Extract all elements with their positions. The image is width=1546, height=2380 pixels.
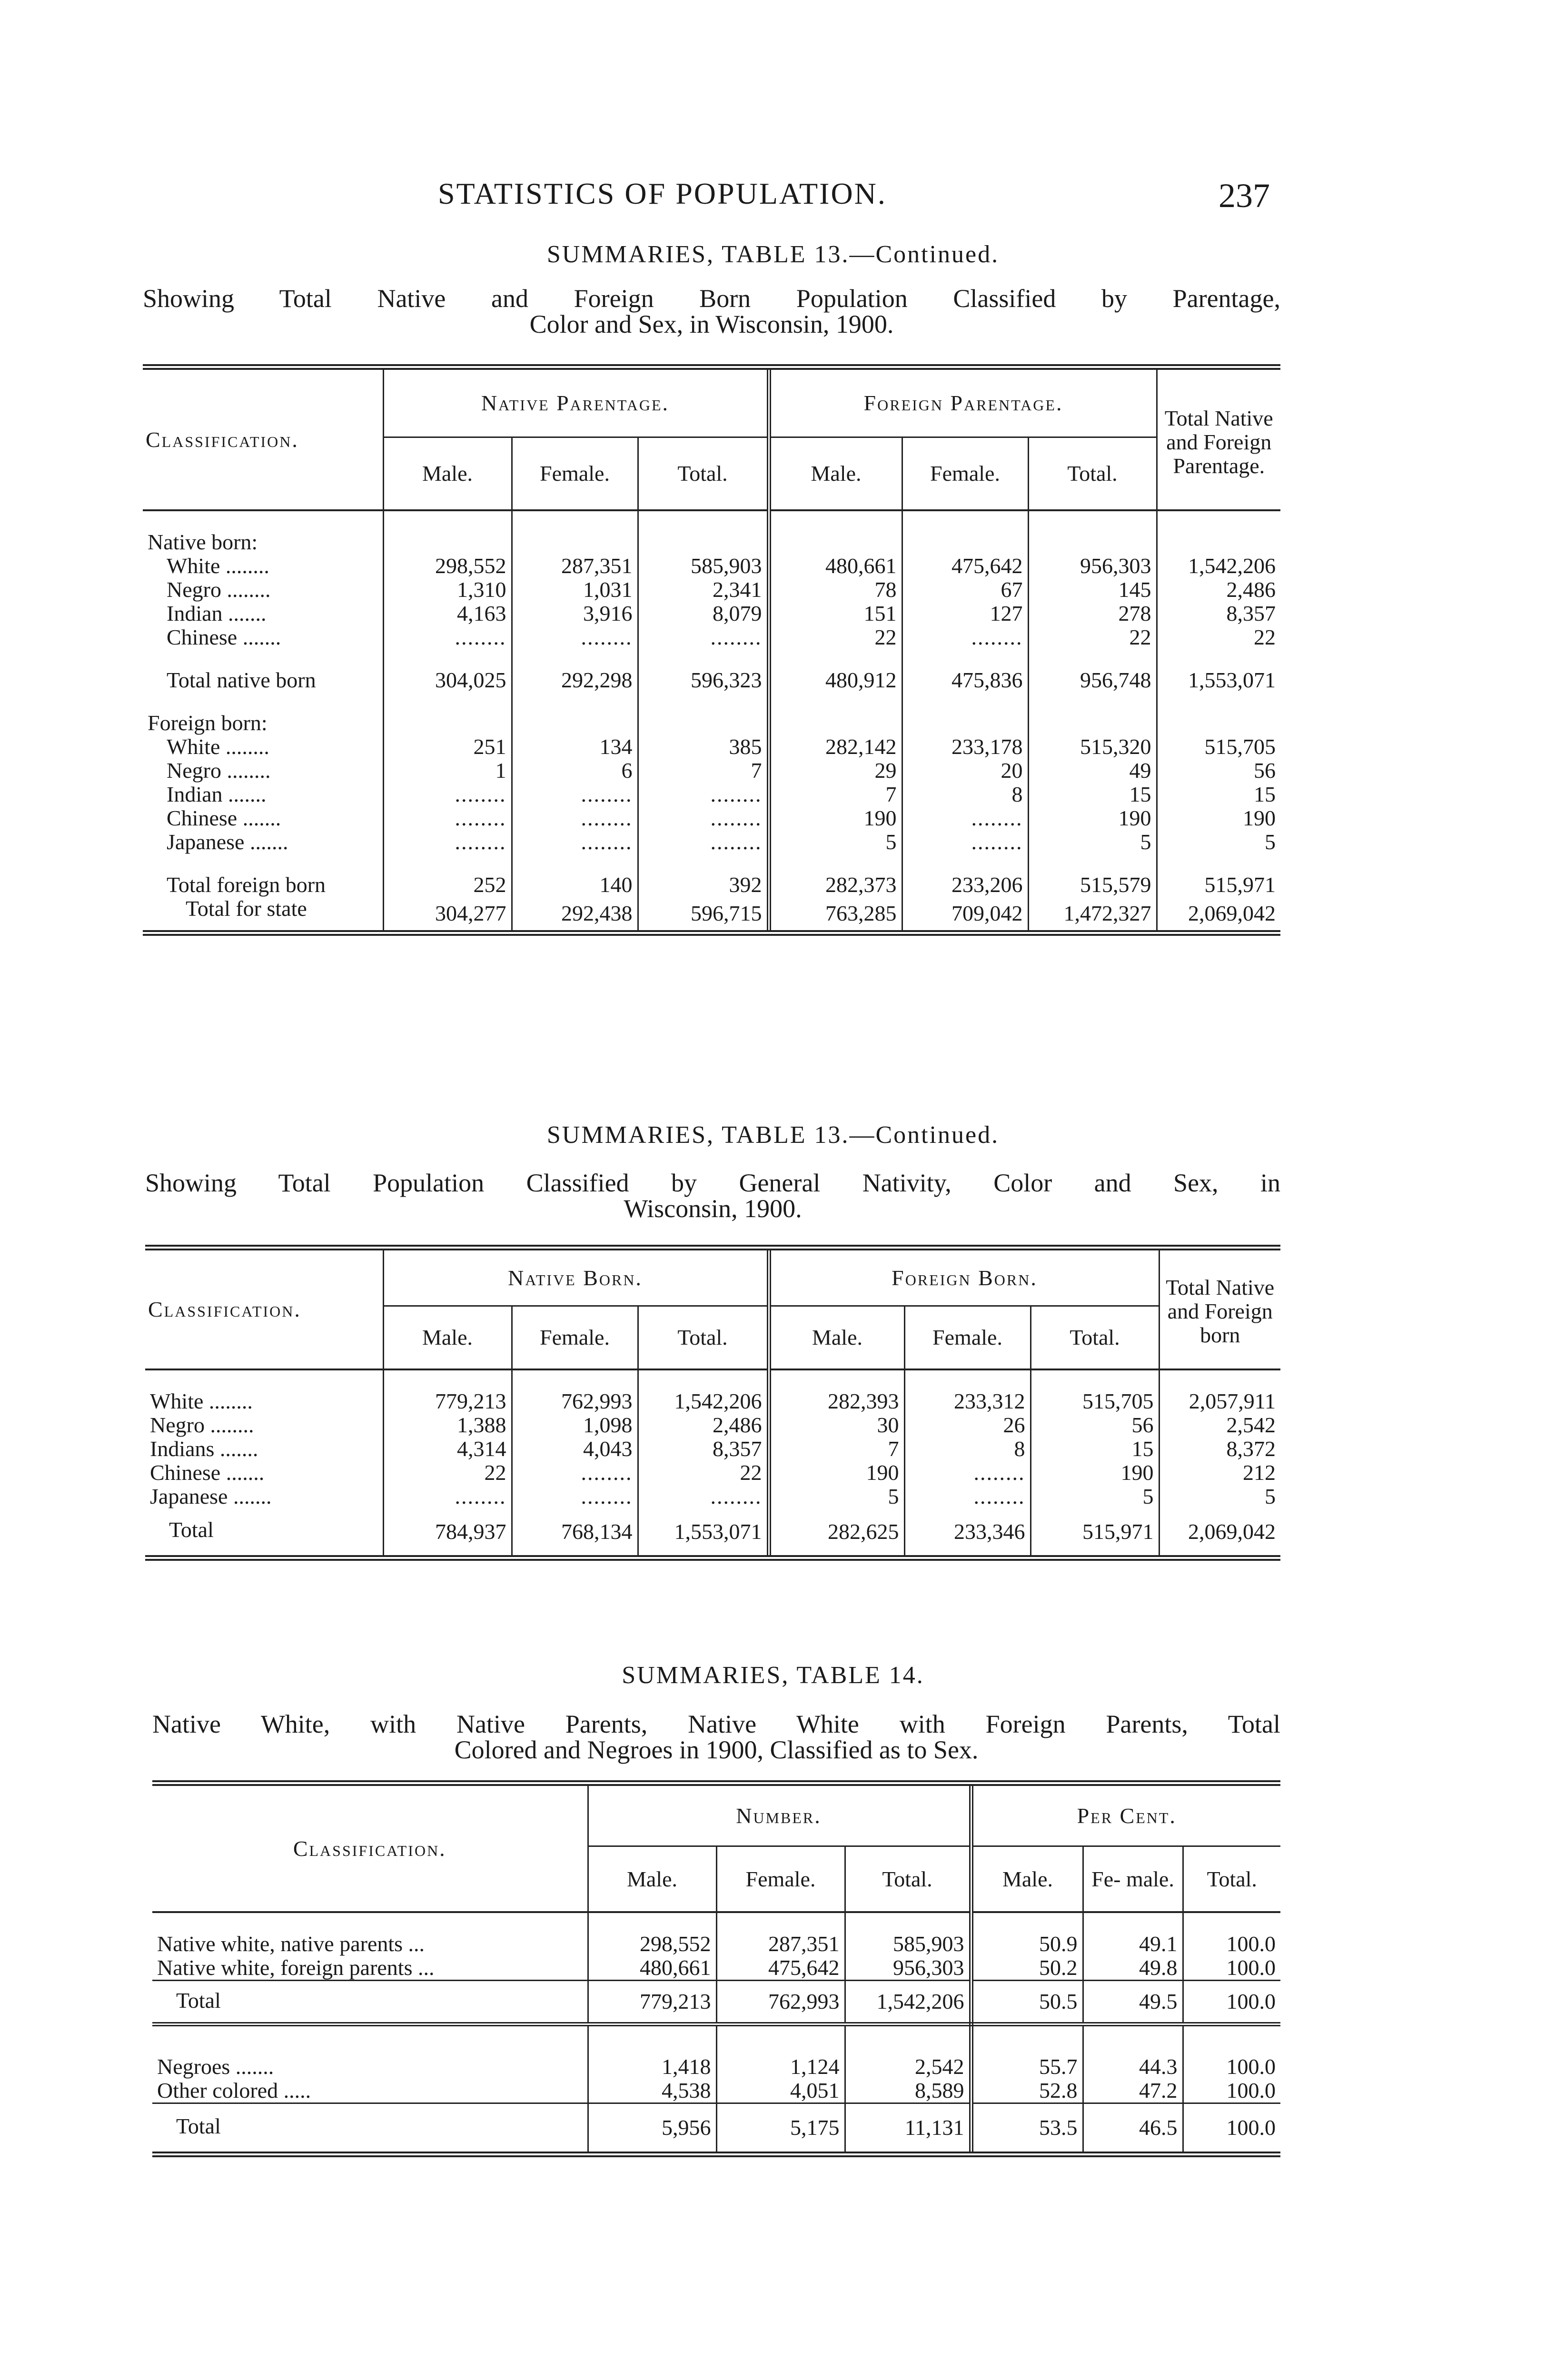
table1-native-cell: 298,552 <box>383 554 512 578</box>
table2-cell: 5 <box>1031 1485 1159 1508</box>
table2-col-classification: Classification. <box>145 1248 383 1369</box>
table1-total-state-cell: 1,472,327 <box>1028 897 1157 933</box>
table1-foreign-cell: ........ <box>638 830 769 854</box>
table2-row-label: Japanese ....... <box>145 1485 383 1508</box>
table1-total-foreign-cell: 252 <box>383 873 512 897</box>
table1-native-cell: 1,542,206 <box>1188 554 1276 578</box>
table1-sub-female: Female. <box>512 437 638 511</box>
table1-native-cell: 151 <box>769 602 902 625</box>
table2-cell: 2,542 <box>1226 1413 1276 1437</box>
table1-foreign-cell: 15 <box>1028 783 1157 806</box>
table1-native-cell: 475,642 <box>902 554 1028 578</box>
table1-foreign-cell: 15 <box>1254 782 1276 806</box>
table1-native-row-label: White ........ <box>143 554 383 578</box>
table1-foreign-cell: 7 <box>638 759 769 783</box>
table1-total-state-cell: 596,715 <box>638 897 769 933</box>
table3-b-cell: 4,051 <box>716 2079 845 2103</box>
table2-cell: ........ <box>383 1485 512 1508</box>
table2-total-cell: 784,937 <box>383 1508 512 1558</box>
table1-foreign-cell: 7 <box>769 783 902 806</box>
table1-sub-total: Total. <box>638 437 769 511</box>
table1-foreign-cell: ........ <box>383 806 512 830</box>
table1-native-row-label: Indian ....... <box>143 602 383 625</box>
table3-a-cell: 475,642 <box>716 1956 845 1981</box>
table2-row <box>145 1461 1280 1485</box>
table2-total-row <box>145 1508 1280 1558</box>
table1-foreign-cell: 190 <box>1028 806 1157 830</box>
table1-foreign-cell: 233,178 <box>902 735 1028 759</box>
table3-total-a-cell: 50.5 <box>971 1981 1083 2024</box>
table3-col-classification: Classification. <box>152 1783 588 1912</box>
table1-native-cell: ........ <box>512 625 638 649</box>
table2-cell: 5 <box>1265 1484 1276 1508</box>
table2-sub-total-2: Total. <box>1031 1306 1159 1370</box>
table1-group-foreign: Foreign Parentage. <box>769 367 1157 437</box>
table1-foreign-cell: 190 <box>769 806 902 830</box>
table1-native-row <box>143 625 1280 649</box>
table1-col-total-group: Total Native and Foreign Parentage. <box>1157 367 1280 510</box>
table2-row <box>145 1413 1280 1437</box>
table3-b-cell: 52.8 <box>971 2079 1083 2103</box>
table2-total-label: Total <box>145 1508 383 1558</box>
table2-cell: 1,098 <box>512 1413 638 1437</box>
table2-caption-line1: Showing Total Population Classified by General Nativity, Color and Sex, in <box>145 1169 1280 1197</box>
table3-total-b-cell: 11,131 <box>845 2103 971 2155</box>
table1-native-cell: 1,310 <box>383 578 512 602</box>
table2-total-cell: 233,346 <box>904 1508 1031 1558</box>
table1-foreign-cell: 6 <box>512 759 638 783</box>
table2-cell: 1,542,206 <box>638 1389 769 1413</box>
table1-sub-male: Male. <box>383 437 512 511</box>
table2-sub-female-2: Female. <box>904 1306 1031 1370</box>
table1-foreign-cell: 282,142 <box>769 735 902 759</box>
table3-total-b-row <box>152 2103 1280 2155</box>
table1-native-cell: 480,661 <box>769 554 902 578</box>
table2-total-cell: 515,971 <box>1031 1508 1159 1558</box>
table3-group-number: Number. <box>588 1783 971 1846</box>
table1-native-cell: 956,303 <box>1028 554 1157 578</box>
table1-native-cell: 127 <box>902 602 1028 625</box>
table1-sub-total-2: Total. <box>1028 437 1157 511</box>
table1-native-row <box>143 602 1280 625</box>
table2-cell: 762,993 <box>512 1389 638 1413</box>
table2-cell: 282,393 <box>769 1389 904 1413</box>
table1-native-cell: ........ <box>902 625 1028 649</box>
table3-a-cell: 287,351 <box>716 1932 845 1956</box>
table2-cell: 8 <box>904 1437 1031 1461</box>
table3-b-cell: 1,418 <box>588 2055 716 2079</box>
table3-a-row <box>152 1956 1280 1981</box>
table1-foreign-cell: ........ <box>512 830 638 854</box>
table1-native-row-label: Chinese ....... <box>143 625 383 649</box>
table1-caption <box>143 286 1280 337</box>
table1-group-native: Native Parentage. <box>383 367 769 437</box>
table1-foreign-row-label: Indian ....... <box>143 783 383 806</box>
table1-total-foreign-row <box>143 873 1280 897</box>
table1-native-cell: 2,486 <box>1226 577 1276 602</box>
page-number: 237 <box>1219 177 1270 215</box>
table3-b-cell: 47.2 <box>1083 2079 1183 2103</box>
table1-native-cell: 22 <box>1254 625 1276 649</box>
table1-caption-line1: Showing Total Native and Foreign Born Population Classified by Parentage, <box>143 284 1280 313</box>
table1-foreign-cell: 20 <box>902 759 1028 783</box>
table1-total-state-cell: 2,069,042 <box>1157 897 1280 933</box>
table2-total-cell: 1,553,071 <box>638 1508 769 1558</box>
table3 <box>152 1780 1280 2157</box>
table2-sub-female: Female. <box>512 1306 638 1370</box>
table3-a-cell: 50.9 <box>971 1932 1083 1956</box>
table3-b-row-label: Other colored ..... <box>152 2079 588 2103</box>
table1-total-foreign-label: Total foreign born <box>143 873 383 897</box>
table2-section-title: SUMMARIES, TABLE 13.—Continued. <box>546 1121 1000 1149</box>
table2-cell: 26 <box>904 1413 1031 1437</box>
table3-b-cell: 55.7 <box>971 2055 1083 2079</box>
table3-total-b-cell: 100.0 <box>1183 2103 1280 2155</box>
table3-total-b-cell: 46.5 <box>1083 2103 1183 2155</box>
table1-native-cell: 78 <box>769 578 902 602</box>
table3-rows-a <box>152 1932 1280 1981</box>
table1-foreign-cell: 1 <box>383 759 512 783</box>
table2-cell: 15 <box>1031 1437 1159 1461</box>
table3-total-a-label: Total <box>152 1981 588 2024</box>
table3-b-cell: 100.0 <box>1226 2054 1276 2079</box>
table1-total-native-cell: 304,025 <box>383 668 512 692</box>
table3-a-cell: 100.0 <box>1226 1932 1276 1956</box>
table3-total-a-row <box>152 1981 1280 2024</box>
table2-sub-male: Male. <box>383 1306 512 1370</box>
table2-total-cell: 768,134 <box>512 1508 638 1558</box>
table2-cell: 1,388 <box>383 1413 512 1437</box>
table2-cell: 212 <box>1243 1460 1276 1485</box>
table2-cell: 190 <box>769 1461 904 1485</box>
table2-row-label: Chinese ....... <box>145 1461 383 1485</box>
table1-foreign-cell: 134 <box>512 735 638 759</box>
table2-row <box>145 1437 1280 1461</box>
table1-foreign-cell: 29 <box>769 759 902 783</box>
table3-a-cell: 480,661 <box>588 1956 716 1981</box>
table1-foreign-cell: 5 <box>769 830 902 854</box>
table2-total-cell: 282,625 <box>769 1508 904 1558</box>
table2-row-label: White ........ <box>145 1389 383 1413</box>
table1-native-cell: 278 <box>1028 602 1157 625</box>
table2-cell: 2,057,911 <box>1189 1389 1276 1413</box>
table3-total-a-cell: 762,993 <box>716 1981 845 2024</box>
table2-cell: ........ <box>512 1461 638 1485</box>
table1-total-state-row <box>143 897 1280 933</box>
table1-foreign-row-label: Japanese ....... <box>143 830 383 854</box>
table3-b-cell: 44.3 <box>1083 2055 1183 2079</box>
table1-native-cell: 287,351 <box>512 554 638 578</box>
table3-b-row <box>152 2055 1280 2079</box>
table1-native-row-label: Negro ........ <box>143 578 383 602</box>
table3-a-cell: 49.8 <box>1083 1956 1183 1981</box>
table1-foreign-born-heading: Foreign born: <box>143 711 383 735</box>
table1-sub-female-2: Female. <box>902 437 1028 511</box>
table2-cell: 30 <box>769 1413 904 1437</box>
table1-native-cell: 22 <box>769 625 902 649</box>
table2-sub-male-2: Male. <box>769 1306 904 1370</box>
table1-foreign-cell: ........ <box>512 806 638 830</box>
table1-foreign-cell: 190 <box>1243 806 1276 830</box>
table1-total-native-cell: 480,912 <box>769 668 902 692</box>
table1-native-cell: 67 <box>902 578 1028 602</box>
table3-a-cell: 585,903 <box>845 1932 971 1956</box>
table3-a-cell: 298,552 <box>588 1932 716 1956</box>
table3-rows-b <box>152 2055 1280 2103</box>
table3-total-b-label: Total <box>152 2103 588 2155</box>
table1-foreign-row <box>143 735 1280 759</box>
table3-section-title: SUMMARIES, TABLE 14. <box>622 1662 924 1689</box>
table3-b-row <box>152 2079 1280 2103</box>
table3-a-row <box>152 1932 1280 1956</box>
table2-cell: ........ <box>904 1461 1031 1485</box>
table1-foreign-row-label: White ........ <box>143 735 383 759</box>
table1-total-native-cell: 292,298 <box>512 668 638 692</box>
table1-total-foreign-cell: 392 <box>638 873 769 897</box>
table3-caption-line1: Native White, with Native Parents, Native White with Foreign Parents, Total <box>152 1710 1280 1738</box>
table1-foreign-cell: ........ <box>638 783 769 806</box>
table1-native-cell: 22 <box>1028 625 1157 649</box>
table1-native-cell: 4,163 <box>383 602 512 625</box>
running-title: STATISTICS OF POPULATION. <box>438 177 887 210</box>
table1-sub-male-2: Male. <box>769 437 902 511</box>
table1-total-native-cell: 596,323 <box>638 668 769 692</box>
table2-cell: 56 <box>1031 1413 1159 1437</box>
table1-total-native-cell: 475,836 <box>902 668 1028 692</box>
table1-total-state-cell: 304,277 <box>383 897 512 933</box>
table1-native-cell: 145 <box>1028 578 1157 602</box>
table2-cell: 515,705 <box>1031 1389 1159 1413</box>
table1-native-cell: 585,903 <box>638 554 769 578</box>
table2-cell: 4,043 <box>512 1437 638 1461</box>
table1-total-foreign-cell: 282,373 <box>769 873 902 897</box>
table1-foreign-cell: 49 <box>1028 759 1157 783</box>
table1-native-rows <box>143 554 1280 649</box>
table3-b-cell: 8,589 <box>845 2079 971 2103</box>
table3-b-row-label: Negroes ....... <box>152 2055 588 2079</box>
table1-native-cell: 1,031 <box>512 578 638 602</box>
table3-total-a-cell: 779,213 <box>588 1981 716 2024</box>
table1-foreign-rows <box>143 735 1280 854</box>
table2-cell: 8,357 <box>638 1437 769 1461</box>
table1-foreign-row <box>143 759 1280 783</box>
table3-a-row-label: Native white, foreign parents ... <box>152 1956 588 1981</box>
table3-b-cell: 4,538 <box>588 2079 716 2103</box>
table3-total-b-cell: 5,175 <box>716 2103 845 2155</box>
table3-sub-male: Male. <box>588 1846 716 1913</box>
table2-col-total-group: Total Native and Foreign born <box>1159 1248 1280 1369</box>
table2-row <box>145 1389 1280 1413</box>
table3-a-cell: 49.1 <box>1083 1932 1183 1956</box>
table1-native-cell: ........ <box>383 625 512 649</box>
table3-group-percent: Per Cent. <box>971 1783 1280 1846</box>
table1-caption-line2: Color and Sex, in Wisconsin, 1900. <box>529 310 894 338</box>
table1-foreign-row <box>143 783 1280 806</box>
table3-caption <box>152 1711 1280 1763</box>
table1-native-row <box>143 554 1280 578</box>
table2-cell: 5 <box>769 1485 904 1508</box>
table2-total-cell: 2,069,042 <box>1159 1508 1280 1558</box>
table1-foreign-cell: ........ <box>638 806 769 830</box>
table1-native-row <box>143 578 1280 602</box>
table1-total-state-cell: 292,438 <box>512 897 638 933</box>
table3-a-cell: 100.0 <box>1226 1955 1276 1980</box>
table2-row <box>145 1485 1280 1508</box>
table1-col-classification: Classification. <box>143 367 383 510</box>
table2 <box>145 1245 1280 1561</box>
table2-cell: 7 <box>769 1437 904 1461</box>
table1-foreign-row-label: Negro ........ <box>143 759 383 783</box>
table3-total-a-cell: 49.5 <box>1083 1981 1183 2024</box>
table2-cell: 22 <box>638 1461 769 1485</box>
table3-a-cell: 956,303 <box>845 1956 971 1981</box>
table3-caption-line2: Colored and Negroes in 1900, Classified as to Sex. <box>454 1735 979 1764</box>
table1-total-native-cell: 1,553,071 <box>1188 668 1276 692</box>
table1-foreign-cell: 5 <box>1028 830 1157 854</box>
table1-foreign-cell: 8 <box>902 783 1028 806</box>
table2-cell: 4,314 <box>383 1437 512 1461</box>
table1-native-born-heading: Native born: <box>143 530 383 554</box>
table1-total-foreign-cell: 515,971 <box>1204 873 1276 897</box>
table3-b-cell: 100.0 <box>1226 2078 1276 2102</box>
table1-total-foreign-cell: 515,579 <box>1028 873 1157 897</box>
table2-cell: 190 <box>1031 1461 1159 1485</box>
table1-foreign-cell: ........ <box>902 830 1028 854</box>
table3-total-a-cell: 1,542,206 <box>845 1981 971 2024</box>
table2-cell: 233,312 <box>904 1389 1031 1413</box>
table2-cell: ........ <box>904 1485 1031 1508</box>
table1-native-cell: 8,357 <box>1226 601 1276 625</box>
table1-foreign-cell: ........ <box>383 830 512 854</box>
table1-foreign-cell: 385 <box>638 735 769 759</box>
table1-total-foreign-cell: 233,206 <box>902 873 1028 897</box>
table1-foreign-row <box>143 830 1280 854</box>
table1-foreign-cell: 56 <box>1254 758 1276 783</box>
table1-native-cell: 8,079 <box>638 602 769 625</box>
table2-group-foreign: Foreign Born. <box>769 1248 1159 1306</box>
table3-b-cell: 1,124 <box>716 2055 845 2079</box>
table3-total-b-cell: 5,956 <box>588 2103 716 2155</box>
table1-native-cell: 2,341 <box>638 578 769 602</box>
table3-b-cell: 2,542 <box>845 2055 971 2079</box>
table2-caption <box>145 1170 1280 1221</box>
table3-a-cell: 50.2 <box>971 1956 1083 1981</box>
table2-row-label: Indians ....... <box>145 1437 383 1461</box>
table3-sub-male-pct: Male. <box>971 1846 1083 1913</box>
table2-cell: ........ <box>638 1485 769 1508</box>
table1-total-native-cell: 956,748 <box>1028 668 1157 692</box>
table1-foreign-cell: ........ <box>902 806 1028 830</box>
table1-foreign-cell: 251 <box>383 735 512 759</box>
table1-foreign-cell: ........ <box>512 783 638 806</box>
table3-sub-total-pct: Total. <box>1207 1866 1257 1891</box>
table1-foreign-cell: 515,320 <box>1028 735 1157 759</box>
table3-total-b-cell: 53.5 <box>971 2103 1083 2155</box>
table1-total-state-cell: 763,285 <box>769 897 902 933</box>
table1-foreign-cell: ........ <box>383 783 512 806</box>
table2-rows <box>145 1389 1280 1508</box>
table3-sub-total: Total. <box>845 1846 971 1913</box>
table2-sub-total: Total. <box>638 1306 769 1370</box>
table2-cell: 2,486 <box>638 1413 769 1437</box>
table3-total-a-cell: 100.0 <box>1183 1981 1280 2024</box>
table1-section-title: SUMMARIES, TABLE 13.—Continued. <box>546 241 1000 268</box>
table2-cell: 8,372 <box>1226 1437 1276 1461</box>
table1-native-cell: 3,916 <box>512 602 638 625</box>
table1-foreign-cell: 5 <box>1265 830 1276 854</box>
table2-cell: 779,213 <box>383 1389 512 1413</box>
table1-foreign-row <box>143 806 1280 830</box>
table1-total-native-label: Total native born <box>143 668 383 692</box>
table2-cell: 22 <box>383 1461 512 1485</box>
table2-group-native: Native Born. <box>383 1248 769 1306</box>
table3-sub-female: Female. <box>716 1846 845 1913</box>
table1-total-foreign-cell: 140 <box>512 873 638 897</box>
table1-total-state-label: Total for state <box>143 897 383 933</box>
table1-total-native-row <box>143 668 1280 692</box>
table1 <box>143 364 1280 936</box>
table3-a-row-label: Native white, native parents ... <box>152 1932 588 1956</box>
table3-sub-female-pct: Fe- male. <box>1083 1846 1183 1913</box>
table2-caption-line2: Wisconsin, 1900. <box>624 1194 802 1223</box>
table1-foreign-row-label: Chinese ....... <box>143 806 383 830</box>
table1-total-state-cell: 709,042 <box>902 897 1028 933</box>
table1-foreign-cell: 515,705 <box>1204 734 1276 759</box>
table1-native-cell: ........ <box>638 625 769 649</box>
table2-cell: ........ <box>512 1485 638 1508</box>
table2-row-label: Negro ........ <box>145 1413 383 1437</box>
